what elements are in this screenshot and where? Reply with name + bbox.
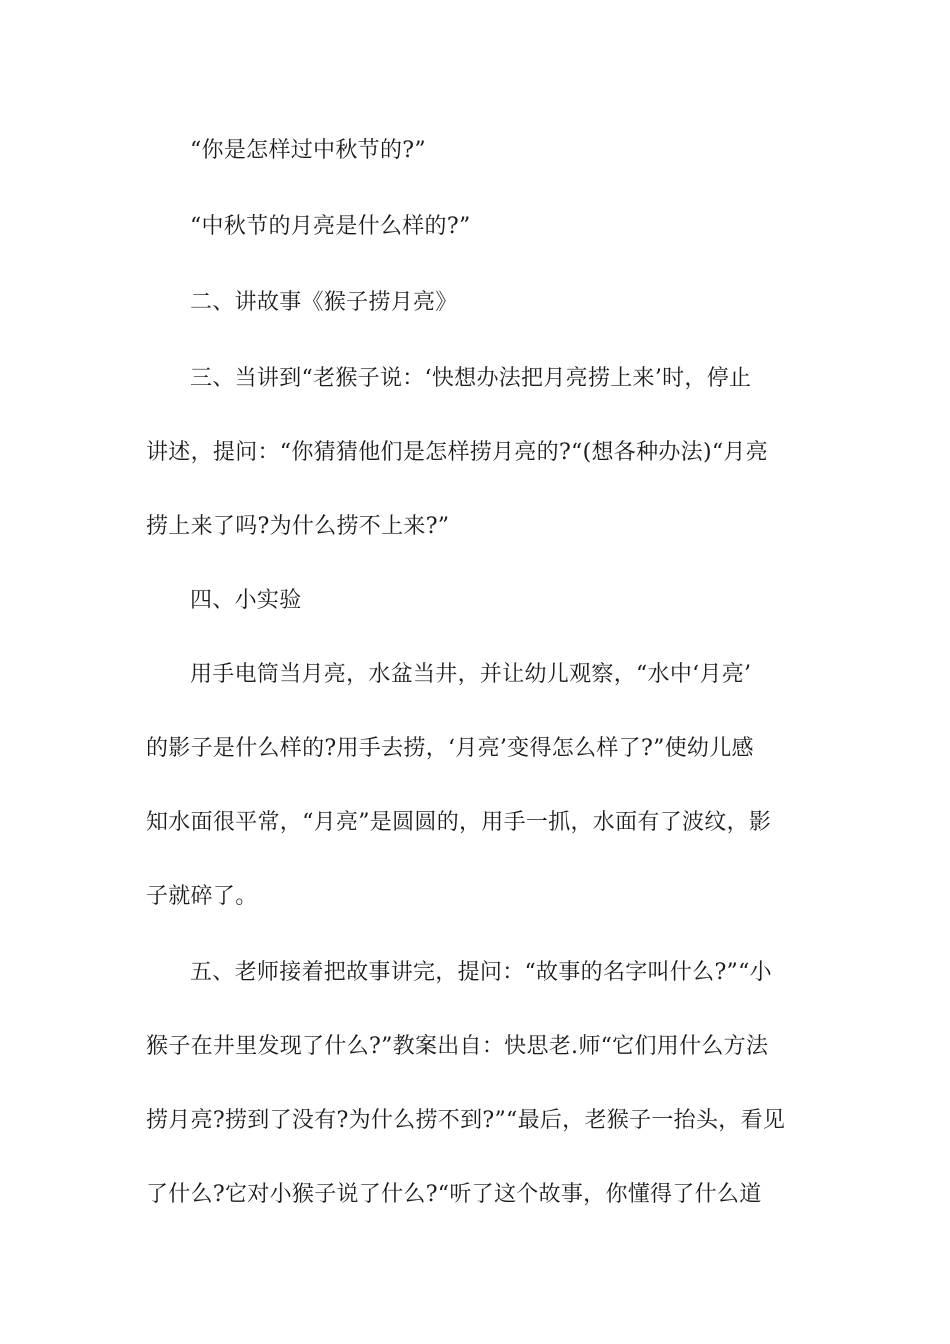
paragraph-4-line-2: 的影子是什么样的?用手去捞，‘月亮’变得怎么样了?”使幼儿感 bbox=[146, 736, 754, 761]
paragraph-5-line-3: 捞月亮?捞到了没有?为什么捞不到?”“最后，老猴子一抬头，看见 bbox=[146, 1108, 786, 1133]
section-heading-2: 二、讲故事《猴子捞月亮》 bbox=[190, 290, 458, 315]
paragraph-3-line-2: 讲述，提问：“你猜猜他们是怎样捞月亮的?“(想各种办法)“月亮 bbox=[146, 440, 769, 465]
paragraph-4-line-4: 子就碎了。 bbox=[146, 884, 258, 909]
paragraph-4-line-3: 知水面很平常，“月亮”是圆圆的，用手一抓，水面有了波纹，影 bbox=[146, 810, 772, 835]
question-line-2: “中秋节的月亮是什么样的?” bbox=[190, 214, 471, 239]
section-heading-4: 四、小实验 bbox=[190, 588, 302, 613]
paragraph-4-line-1: 用手电筒当月亮，水盆当井，并让幼儿观察，“水中‘月亮’ bbox=[190, 662, 752, 687]
paragraph-3-line-1: 三、当讲到“老猴子说：‘快想办法把月亮捞上来’时，停止 bbox=[190, 366, 752, 391]
paragraph-5-line-2: 猴子在井里发现了什么?”教案出自：快思老.师“它们用什么方法 bbox=[146, 1034, 769, 1059]
paragraph-5-line-1: 五、老师接着把故事讲完，提问：“故事的名字叫什么?”“小 bbox=[190, 960, 772, 985]
paragraph-5-line-4: 了什么?它对小猴子说了什么?“听了这个故事，你懂得了什么道 bbox=[146, 1182, 762, 1207]
question-line-1: “你是怎样过中秋节的?” bbox=[190, 138, 426, 163]
paragraph-3-line-3: 捞上来了吗?为什么捞不上来?” bbox=[146, 514, 450, 539]
